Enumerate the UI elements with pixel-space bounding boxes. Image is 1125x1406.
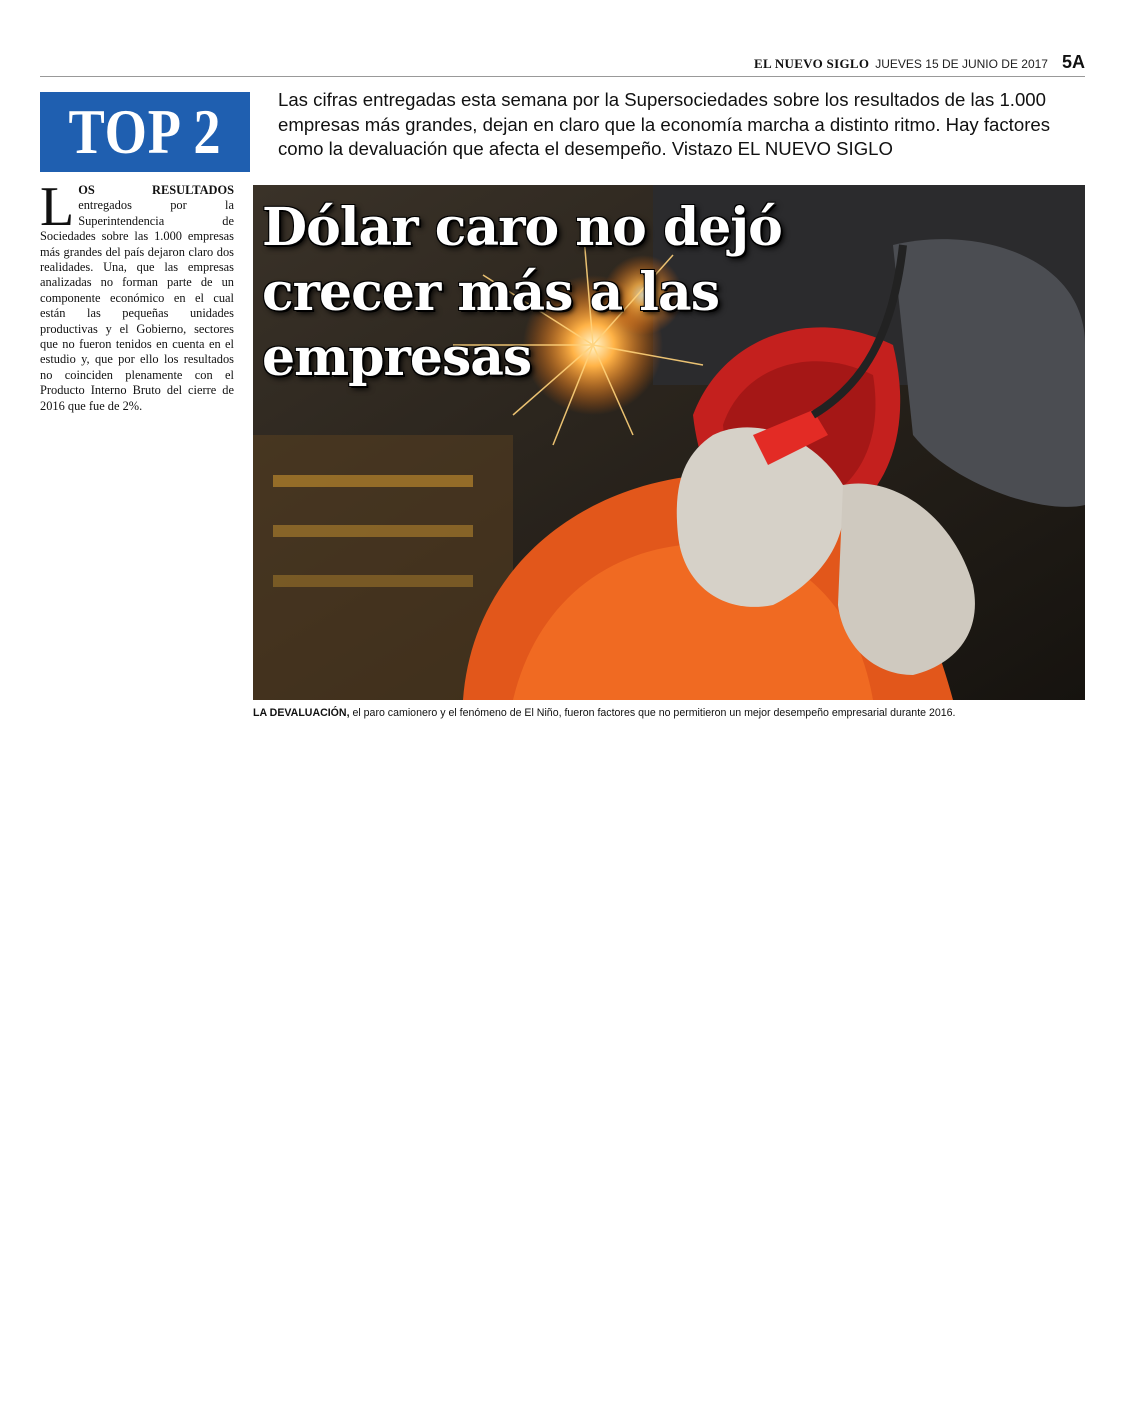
newspaper-name: EL NUEVO SIGLO [754, 56, 870, 71]
paragraph [40, 176, 234, 414]
lead-in: OS RESULTADOS [78, 183, 234, 197]
page-number: 5A [1061, 52, 1085, 72]
body-column-1 [40, 176, 234, 414]
section-badge-label: TOP 2 [68, 96, 222, 167]
photo-caption [253, 706, 1085, 720]
caption-lead: LA DEVALUACIÓN, [253, 707, 350, 719]
headline: Dólar caro no dejó crecer más a las empresas [262, 197, 782, 388]
section-badge [40, 92, 250, 172]
masthead [40, 50, 1085, 77]
caption-text: el paro camionero y el fenómeno de El Niño, fueron factores que no permitieron un mejor desempeño empresarial durante 2016. [349, 707, 956, 719]
paragraph-text: entregados por la Superintendencia de Sociedades sobre las 1.000 empresas más grandes del país dejaron claro dos realidades. Una, que las empresas analizadas no forman parte de un componente económico en el cual están las pequeñas unidades productivas y el Gobierno, sectores que no fueron tenidos en cuenta en el estudio y, que por ello los resultados no coinciden plenamente con el Producto Interno Bruto del cierre de 2016 que fue de 2%. [40, 198, 234, 413]
intro-deck: Las cifras entregadas esta semana por la Supersociedades sobre los resultados de las 1.000 empresas más grandes, dejan en claro que la economía marcha a distinto ritmo. Hay factores como la devaluación que afecta el desempeño. Vistazo EL NUEVO SIGLO [278, 89, 1051, 159]
masthead-right [754, 52, 1085, 73]
drop-cap: L [40, 176, 75, 238]
issue-date: JUEVES 15 DE JUNIO DE 2017 [875, 57, 1048, 71]
